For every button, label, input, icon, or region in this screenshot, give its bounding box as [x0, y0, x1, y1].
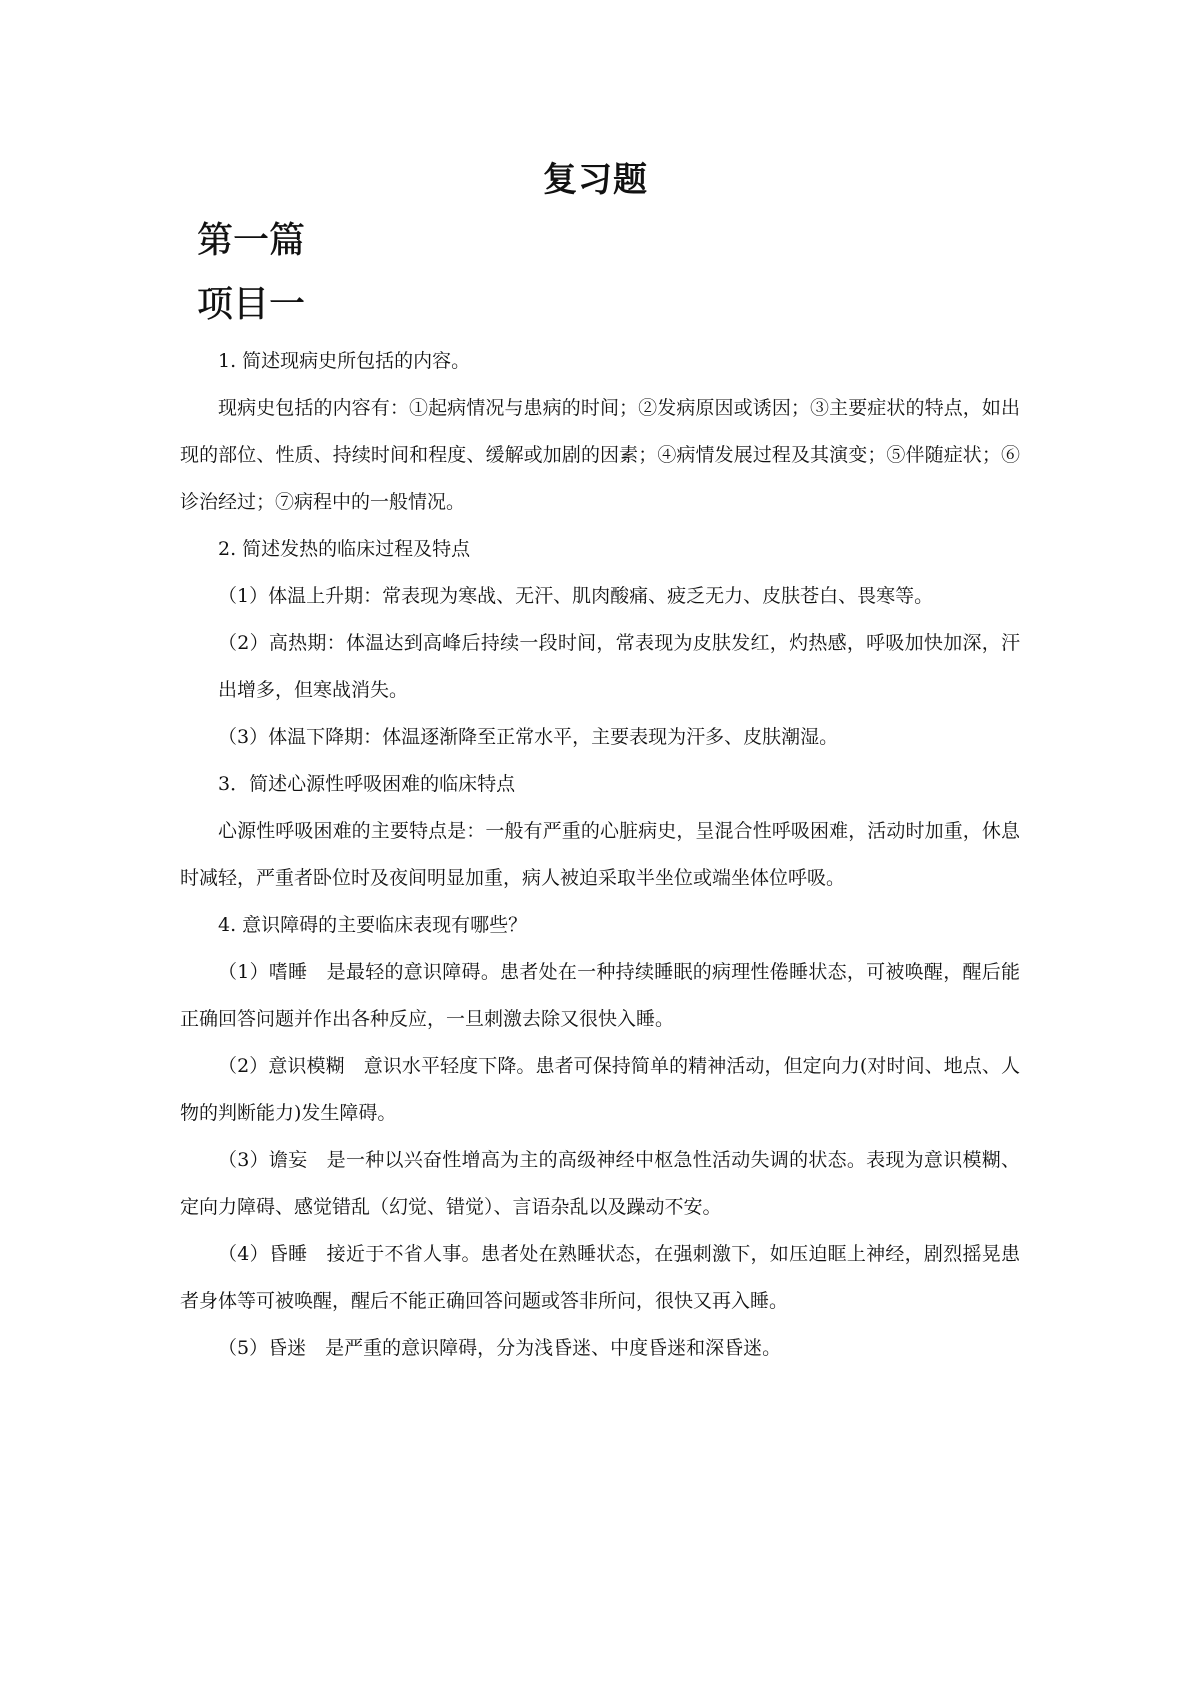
answer-4-item-4: （4）昏睡 接近于不省人事。患者处在熟睡状态，在强刺激下，如压迫眶上神经，剧烈摇晃患者身体等可被唤醒，醒后不能正确回答问题或答非所问，很快又再入睡。	[180, 1243, 1020, 1312]
part-heading: 第一篇	[197, 220, 306, 261]
answer-1: 现病史包括的内容有：①起病情况与患病的时间；②发病原因或诱因；③主要症状的特点，如出现的部位、性质、持续时间和程度、缓解或加剧的因素；④病情发展过程及其演变；⑤伴随症状；⑥诊治经过；⑦病程中的一般情况。	[180, 397, 1020, 513]
question-4: 4. 意识障碍的主要临床表现有哪些？	[218, 914, 528, 936]
answer-2-item-2: （2）高热期：体温达到高峰后持续一段时间，常表现为皮肤发红，灼热感，呼吸加快加深，汗出增多，但寒战消失。	[218, 632, 1020, 701]
answer-4-item-5: （5）昏迷 是严重的意识障碍，分为浅昏迷、中度昏迷和深昏迷。	[218, 1337, 782, 1359]
answer-2-item-1: （1）体温上升期：常表现为寒战、无汗、肌肉酸痛、疲乏无力、皮肤苍白、畏寒等。	[218, 585, 934, 607]
question-2: 2. 简述发热的临床过程及特点	[218, 538, 471, 560]
project-heading: 项目一	[197, 284, 306, 325]
question-3: 3．简述心源性呼吸困难的临床特点	[218, 773, 516, 795]
document-title: 复习题	[543, 160, 648, 200]
answer-4-item-3: （3）谵妄 是一种以兴奋性增高为主的高级神经中枢急性活动失调的状态。表现为意识模糊、定向力障碍、感觉错乱（幻觉、错觉）、言语杂乱以及躁动不安。	[180, 1149, 1020, 1218]
answer-2-item-3: （3）体温下降期：体温逐渐降至正常水平，主要表现为汗多、皮肤潮湿。	[218, 726, 839, 748]
document-body	[180, 338, 1020, 1372]
question-1: 1. 简述现病史所包括的内容。	[218, 350, 471, 372]
answer-4-item-1: （1）嗜睡 是最轻的意识障碍。患者处在一种持续睡眠的病理性倦睡状态，可被唤醒，醒后能正确回答问题并作出各种反应，一旦刺激去除又很快入睡。	[180, 961, 1020, 1030]
answer-3: 心源性呼吸困难的主要特点是：一般有严重的心脏病史，呈混合性呼吸困难，活动时加重，休息时减轻，严重者卧位时及夜间明显加重，病人被迫采取半坐位或端坐体位呼吸。	[180, 820, 1020, 889]
answer-4-item-2: （2）意识模糊 意识水平轻度下降。患者可保持简单的精神活动，但定向力(对时间、地点、人物的判断能力)发生障碍。	[180, 1055, 1020, 1124]
